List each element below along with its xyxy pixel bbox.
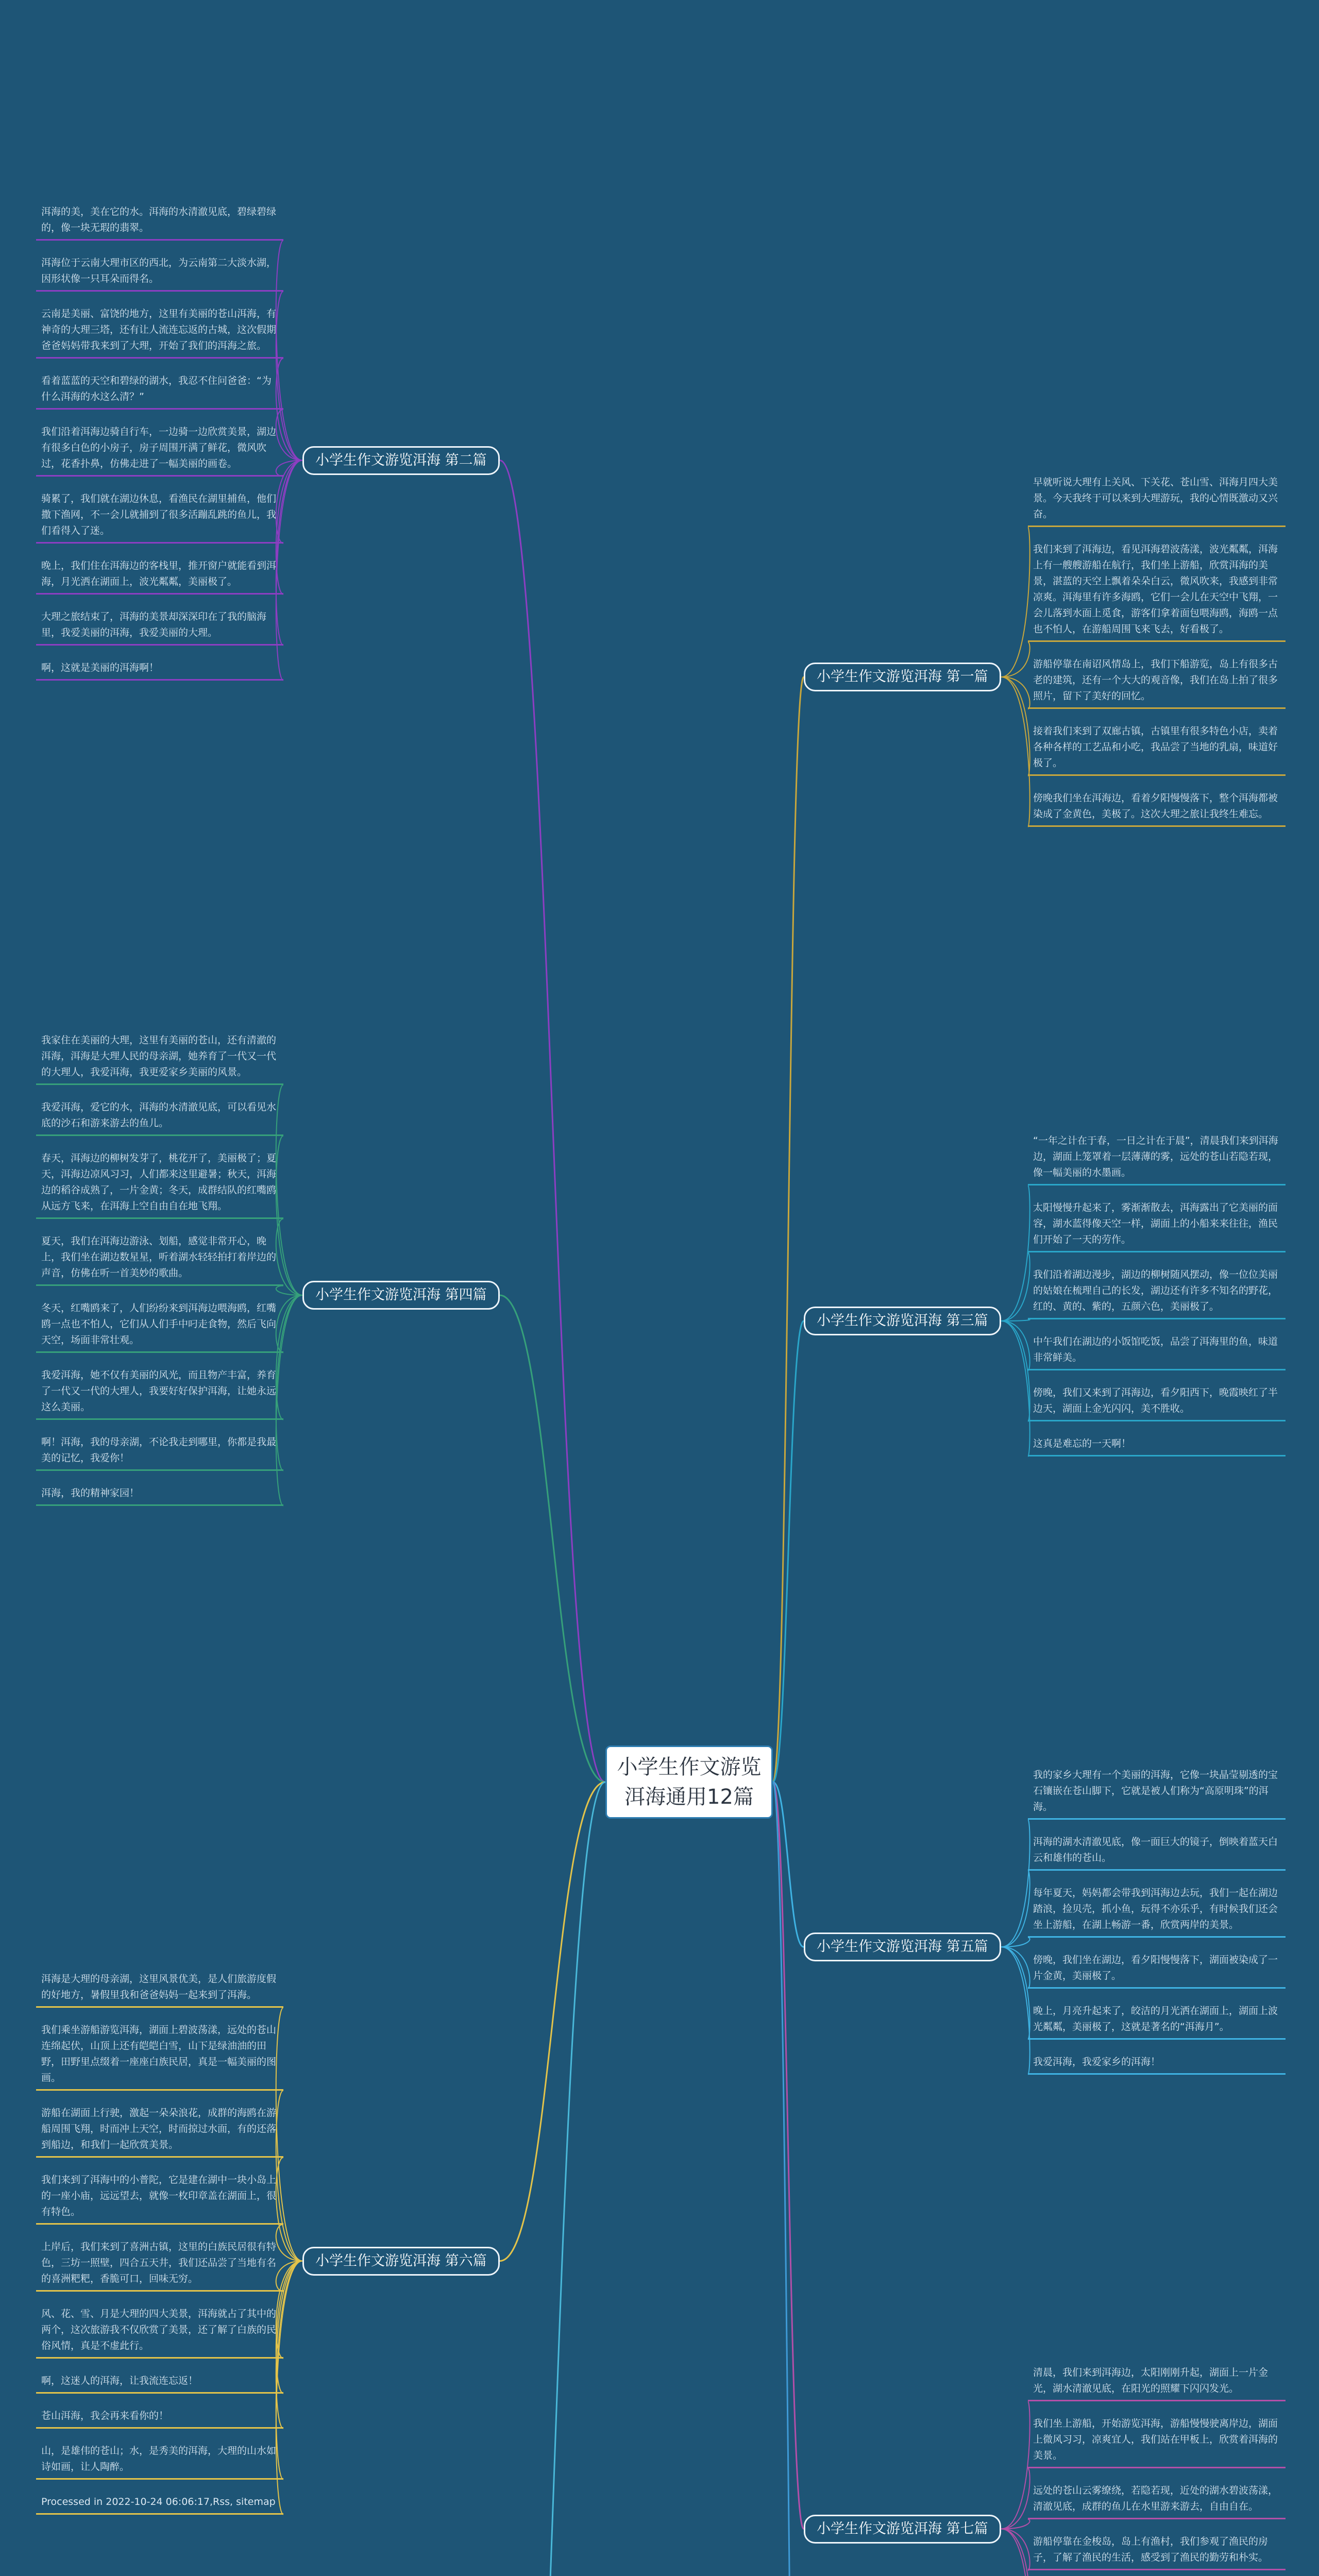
- branch-2-leaf-8: 大理之旅结束了，洱海的美景却深深印在了我的脑海里，我爱美丽的洱海，我爱美丽的大理。: [36, 606, 283, 646]
- branch-3-leaf-2: 太阳慢慢升起来了，雾渐渐散去，洱海露出了它美丽的面容，湖水蓝得像天空一样，湖面上的小船来来往往，渔民们开始了一天的劳作。: [1028, 1197, 1286, 1252]
- branch-6-leaf-9: 山，是雄伟的苍山；水，是秀美的洱海，大理的山水如诗如画，让人陶醉。: [36, 2440, 283, 2480]
- branch-3-leaf-6: 这真是难忘的一天啊！: [1028, 1433, 1286, 1456]
- branch-7-leaf-1: 清晨，我们来到洱海边，太阳刚刚升起，湖面上一片金光，湖水清澈见底，在阳光的照耀下闪闪发光。: [1028, 2362, 1286, 2401]
- branch-3-leaf-3: 我们沿着湖边漫步，湖边的柳树随风摆动，像一位位美丽的姑娘在梳理自己的长发，湖边还有许多不知名的野花，红的、黄的、紫的，五颜六色，美丽极了。: [1028, 1264, 1286, 1319]
- branch-2-leaf-6: 骑累了，我们就在湖边休息，看渔民在湖里捕鱼，他们撒下渔网，不一会儿就捕到了很多活蹦乱跳的鱼儿，我们看得入了迷。: [36, 488, 283, 544]
- branch-6-leaf-8: 苍山洱海，我会再来看你的！: [36, 2405, 283, 2429]
- branch-2-leaf-4: 看着蓝蓝的天空和碧绿的湖水，我忍不住问爸爸：“为什么洱海的水这么清？”: [36, 370, 283, 410]
- branch-1[interactable]: 小学生作文游览洱海 第一篇: [804, 663, 1001, 691]
- branch-4-leaf-6: 我爱洱海，她不仅有美丽的风光，而且物产丰富，养育了一代又一代的大理人，我要好好保护洱海，让她永远这么美丽。: [36, 1364, 283, 1420]
- branch-3-leaf-5: 傍晚，我们又来到了洱海边，看夕阳西下，晚霞映红了半边天，湖面上金光闪闪，美不胜收。: [1028, 1382, 1286, 1421]
- branch-4-leaf-2: 我爱洱海，爱它的水，洱海的水清澈见底，可以看见水底的沙石和游来游去的鱼儿。: [36, 1096, 283, 1136]
- branch-6-leaf-2: 我们乘坐游船游览洱海，湖面上碧波荡漾，远处的苍山连绵起伏，山顶上还有皑皑白雪，山下是绿油油的田野，田野里点缀着一座座白族民居，真是一幅美丽的图画。: [36, 2019, 283, 2091]
- branch-3[interactable]: 小学生作文游览洱海 第三篇: [804, 1307, 1001, 1335]
- branch-6-leaf-6: 风、花、雪、月是大理的四大美景，洱海就占了其中的两个，这次旅游我不仅欣赏了美景，还了解了白族的民俗风情，真是不虚此行。: [36, 2303, 283, 2359]
- branch-7-leaf-2: 我们坐上游船，开始游览洱海，游船慢慢驶离岸边，湖面上微风习习，凉爽宜人，我们站在甲板上，欣赏着洱海的美景。: [1028, 2413, 1286, 2468]
- branch-6-leaf-4: 我们来到了洱海中的小普陀，它是建在湖中一块小岛上的一座小庙，远远望去，就像一枚印章盖在湖面上，很有特色。: [36, 2169, 283, 2225]
- branch-6-leaf-7: 啊，这迷人的洱海，让我流连忘返！: [36, 2370, 283, 2394]
- branch-6-leaf-1: 洱海是大理的母亲湖，这里风景优美，是人们旅游度假的好地方，暑假里我和爸爸妈妈一起来到了洱海。: [36, 1968, 283, 2008]
- branch-1-leaf-2: 我们来到了洱海边，看见洱海碧波荡漾，波光粼粼，洱海上有一艘艘游船在航行，我们坐上游船，欣赏洱海的美景，湛蓝的天空上飘着朵朵白云，微风吹来，我感到非常凉爽。洱海里有许多海鸥，它们一会儿在天空中飞翔，一会儿落到水面上觅食，游客们拿着面包喂海鸥，海鸥一点也不怕人，在游船周围飞来飞去，好看极了。: [1028, 538, 1286, 642]
- branch-2-leaf-1: 洱海的美，美在它的水。洱海的水清澈见底，碧绿碧绿的，像一块无瑕的翡翠。: [36, 201, 283, 241]
- branch-7-leaf-3: 远处的苍山云雾缭绕，若隐若现，近处的湖水碧波荡漾，清澈见底，成群的鱼儿在水里游来游去，自由自在。: [1028, 2480, 1286, 2519]
- branch-5-leaf-6: 我爱洱海，我爱家乡的洱海！: [1028, 2051, 1286, 2075]
- branch-2-leaf-5: 我们沿着洱海边骑自行车，一边骑一边欣赏美景，湖边有很多白色的小房子，房子周围开满了鲜花，微风吹过，花香扑鼻，仿佛走进了一幅美丽的画卷。: [36, 421, 283, 477]
- branch-5[interactable]: 小学生作文游览洱海 第五篇: [804, 1933, 1001, 1961]
- branch-6-leaf-10: Processed in 2022-10-24 06:06:17,Rss, sitemap: [36, 2491, 283, 2515]
- branch-4-leaf-3: 春天，洱海边的柳树发芽了，桃花开了，美丽极了；夏天，洱海边凉风习习，人们都来这里避暑；秋天，洱海边的稻谷成熟了，一片金黄；冬天，成群结队的红嘴鸥从远方飞来，在洱海上空自由自在地飞翔。: [36, 1147, 283, 1219]
- branch-5-leaf-3: 每年夏天，妈妈都会带我到洱海边去玩，我们一起在湖边踏浪，捡贝壳，抓小鱼，玩得不亦乐乎，有时候我们还会坐上游船，在湖上畅游一番，欣赏两岸的美景。: [1028, 1882, 1286, 1938]
- branch-1-leaf-4: 接着我们来到了双廊古镇，古镇里有很多特色小店，卖着各种各样的工艺品和小吃，我品尝了当地的乳扇，味道好极了。: [1028, 720, 1286, 776]
- branch-4-leaf-7: 啊！洱海，我的母亲湖，不论我走到哪里，你都是我最美的记忆，我爱你！: [36, 1431, 283, 1471]
- branch-2[interactable]: 小学生作文游览洱海 第二篇: [302, 446, 500, 475]
- branch-4-leaf-8: 洱海，我的精神家园！: [36, 1482, 283, 1506]
- branch-4-leaf-1: 我家住在美丽的大理，这里有美丽的苍山，还有清澈的洱海，洱海是大理人民的母亲湖，她养育了一代又一代的大理人，我爱洱海，我更爱家乡美丽的风景。: [36, 1029, 283, 1085]
- branch-3-leaf-4: 中午我们在湖边的小饭馆吃饭，品尝了洱海里的鱼，味道非常鲜美。: [1028, 1331, 1286, 1370]
- root-topic: 小学生作文游览洱海通用12篇: [605, 1745, 773, 1819]
- branch-2-leaf-2: 洱海位于云南大理市区的西北，为云南第二大淡水湖，因形状像一只耳朵而得名。: [36, 252, 283, 292]
- branch-4-leaf-4: 夏天，我们在洱海边游泳、划船，感觉非常开心，晚上，我们坐在湖边数星星，听着湖水轻轻拍打着岸边的声音，仿佛在听一首美妙的歌曲。: [36, 1230, 283, 1286]
- branch-1-leaf-3: 游船停靠在南诏风情岛上，我们下船游览，岛上有很多古老的建筑，还有一个大大的观音像，我们在岛上拍了很多照片，留下了美好的回忆。: [1028, 653, 1286, 709]
- branch-2-leaf-7: 晚上，我们住在洱海边的客栈里，推开窗户就能看到洱海，月光洒在湖面上，波光粼粼，美丽极了。: [36, 555, 283, 595]
- branch-7-leaf-4: 游船停靠在金梭岛，岛上有渔村，我们参观了渔民的房子，了解了渔民的生活，感受到了渔民的勤劳和朴实。: [1028, 2531, 1286, 2570]
- branch-4-leaf-5: 冬天，红嘴鸥来了，人们纷纷来到洱海边喂海鸥，红嘴鸥一点也不怕人，它们从人们手中叼走食物，然后飞向天空，场面非常壮观。: [36, 1297, 283, 1353]
- branch-5-leaf-4: 傍晚，我们坐在湖边，看夕阳慢慢落下，湖面被染成了一片金黄，美丽极了。: [1028, 1949, 1286, 1989]
- branch-6-leaf-5: 上岸后，我们来到了喜洲古镇，这里的白族民居很有特色，三坊一照壁，四合五天井，我们还品尝了当地有名的喜洲粑粑，香脆可口，回味无穷。: [36, 2236, 283, 2292]
- branch-4[interactable]: 小学生作文游览洱海 第四篇: [302, 1281, 500, 1310]
- branch-1-leaf-5: 傍晚我们坐在洱海边，看着夕阳慢慢落下，整个洱海都被染成了金黄色，美极了。这次大理之旅让我终生难忘。: [1028, 787, 1286, 827]
- branch-6-leaf-3: 游船在湖面上行驶，激起一朵朵浪花，成群的海鸥在游船周围飞翔，时而冲上天空，时而掠过水面，有的还落到船边，和我们一起欣赏美景。: [36, 2102, 283, 2158]
- branch-1-leaf-1: 早就听说大理有上关风、下关花、苍山雪、洱海月四大美景。今天我终于可以来到大理游玩，我的心情既激动又兴奋。: [1028, 471, 1286, 527]
- branch-7[interactable]: 小学生作文游览洱海 第七篇: [804, 2515, 1001, 2544]
- branch-5-leaf-2: 洱海的湖水清澈见底，像一面巨大的镜子，倒映着蓝天白云和雄伟的苍山。: [1028, 1831, 1286, 1871]
- branch-6[interactable]: 小学生作文游览洱海 第六篇: [302, 2247, 500, 2276]
- branch-2-leaf-3: 云南是美丽、富饶的地方，这里有美丽的苍山洱海，有神奇的大理三塔，还有让人流连忘返的古城，这次假期爸爸妈妈带我来到了大理，开始了我们的洱海之旅。: [36, 303, 283, 359]
- branch-2-leaf-9: 啊，这就是美丽的洱海啊！: [36, 657, 283, 681]
- branch-5-leaf-1: 我的家乡大理有一个美丽的洱海，它像一块晶莹剔透的宝石镶嵌在苍山脚下，它就是被人们称为“高原明珠”的洱海。: [1028, 1764, 1286, 1820]
- branch-3-leaf-1: “一年之计在于春，一日之计在于晨”，清晨我们来到洱海边，湖面上笼罩着一层薄薄的雾，远处的苍山若隐若现，像一幅美丽的水墨画。: [1028, 1130, 1286, 1185]
- branch-5-leaf-5: 晚上，月亮升起来了，皎洁的月光洒在湖面上，湖面上波光粼粼，美丽极了，这就是著名的“洱海月”。: [1028, 2000, 1286, 2040]
